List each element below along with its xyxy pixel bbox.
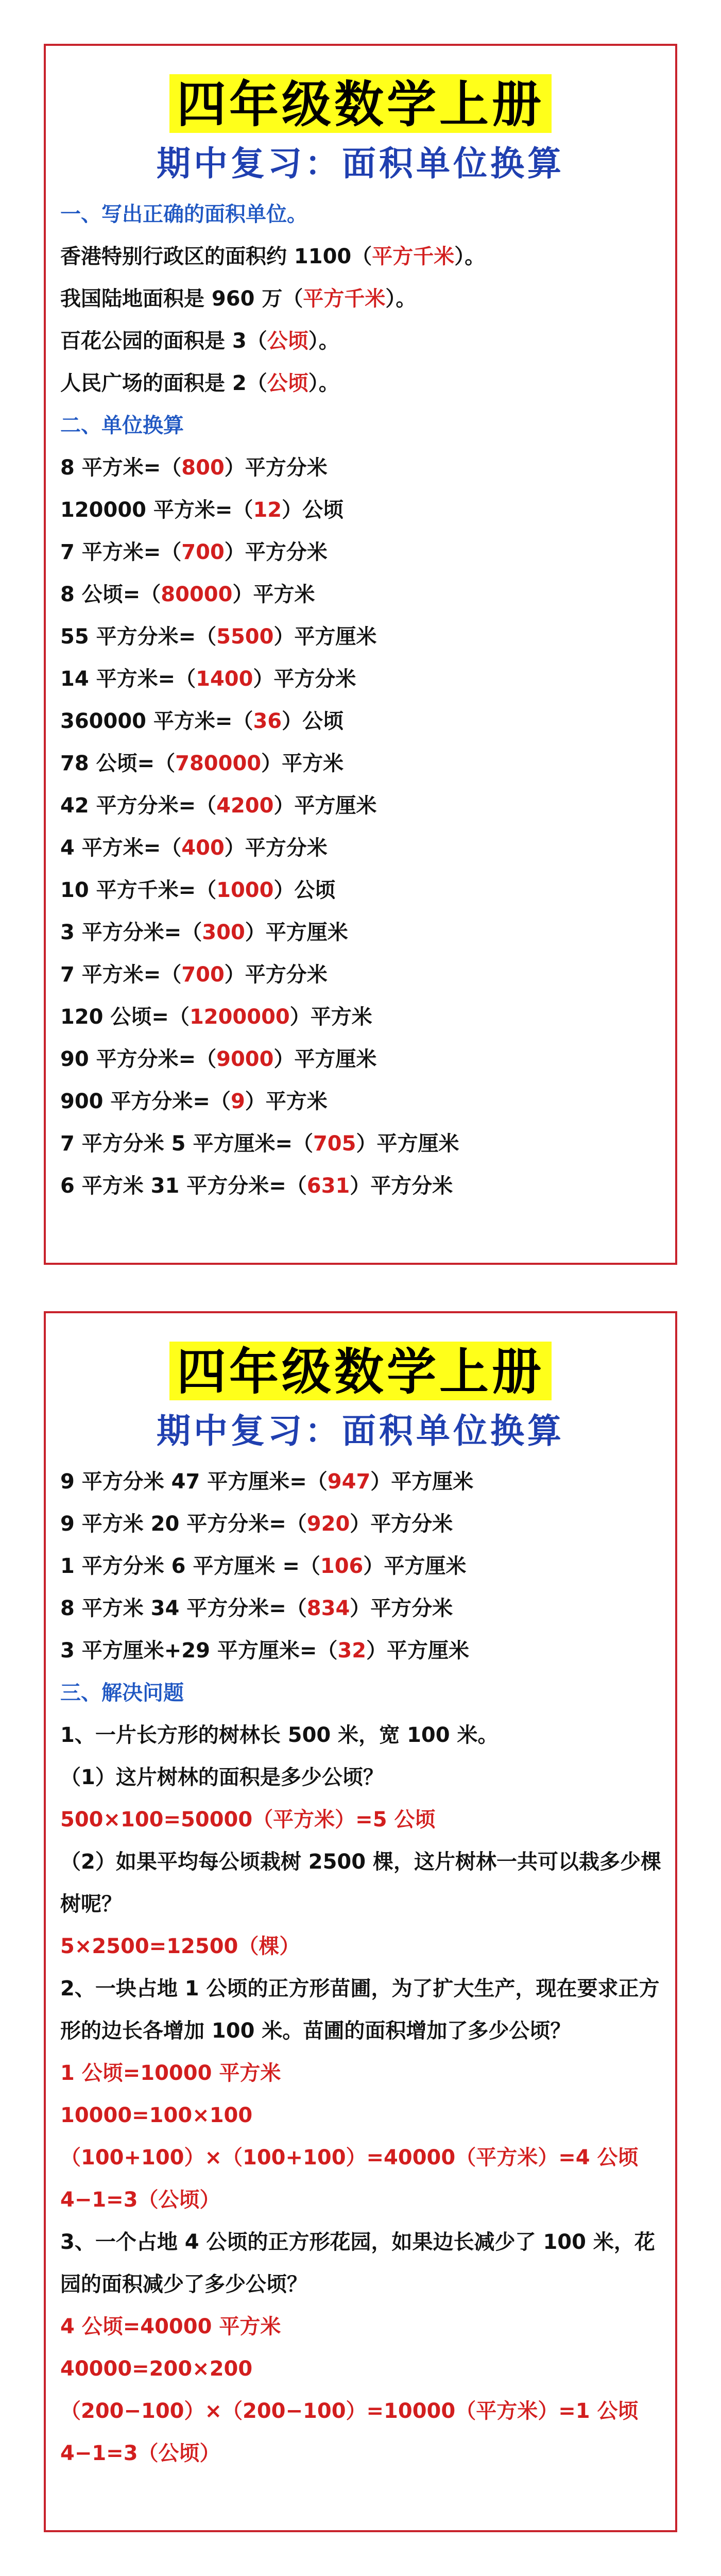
- page-content: [46, 1461, 675, 2475]
- question-text-suffix: ）平方分米: [224, 836, 328, 860]
- question-line: [60, 447, 663, 489]
- answer-value: 700: [181, 963, 225, 987]
- question-line: [60, 616, 663, 658]
- question-text-suffix: ）。: [308, 329, 339, 353]
- question-text: 6 平方米 31 平方分米=（: [60, 1174, 307, 1198]
- worksheet-page-1: [44, 44, 677, 1265]
- question-text-suffix: ）平方分米: [224, 540, 328, 565]
- question-line: [60, 1630, 663, 1672]
- question-text-suffix: ）平方厘米: [366, 1639, 470, 1663]
- question-text: 百花公园的面积是 3（: [60, 329, 267, 353]
- question-line: [60, 1080, 663, 1123]
- section-heading: 一、写出正确的面积单位。: [60, 202, 307, 227]
- question-text: 360000 平方米=（: [60, 709, 253, 734]
- question-text: （2）如果平均每公顷栽树 2500 棵，这片树林一共可以栽多少棵树呢？: [60, 1850, 662, 1917]
- answer-value: 947: [327, 1470, 371, 1494]
- question-text-suffix: ）平方米: [261, 752, 344, 776]
- answer-value: 4200: [216, 794, 274, 818]
- question-text-suffix: ）平方厘米: [273, 794, 377, 818]
- question-text: 8 平方米=（: [60, 456, 182, 480]
- answer-value: 780000: [175, 752, 262, 776]
- answer-value: 834: [306, 1597, 350, 1621]
- section-heading: 二、单位换算: [60, 414, 184, 438]
- question-text-suffix: ）平方分米: [253, 667, 356, 691]
- question-text: 55 平方分米=（: [60, 625, 217, 649]
- page-subtitle: 期中复习：面积单位换算: [157, 1411, 564, 1451]
- question-line: [60, 785, 663, 827]
- question-line: [60, 1123, 663, 1165]
- question-text: 42 平方分米=（: [60, 794, 217, 818]
- page-title: 四年级数学上册: [169, 74, 552, 133]
- question-text: 7 平方分米 5 平方厘米=（: [60, 1132, 313, 1156]
- title-wrap: [46, 1342, 675, 1400]
- question-text-suffix: ）平方分米: [350, 1512, 453, 1536]
- question-text: 120000 平方米=（: [60, 498, 253, 522]
- answer-line: （200−100）×（200−100）=10000（平方米）=1 公顷: [60, 2399, 639, 2424]
- question-line: [60, 1841, 663, 1925]
- section-heading: 三、解决问题: [60, 1681, 184, 1705]
- answer-line: 500×100=50000（平方米）=5 公顷: [60, 1808, 436, 1832]
- question-line: [60, 531, 663, 573]
- question-line: [60, 1503, 663, 1545]
- question-text: 人民广场的面积是 2（: [60, 371, 267, 396]
- answer-value: 80000: [161, 583, 233, 607]
- answer-line: 5×2500=12500（棵）: [60, 1935, 300, 1959]
- question-line: [60, 742, 663, 785]
- question-text: 9 平方分米 47 平方厘米=（: [60, 1470, 328, 1494]
- question-text: 14 平方米=（: [60, 667, 196, 691]
- question-text: 3、一个占地 4 公顷的正方形花园，如果边长减少了 100 米，花园的面积减少了多少公顷？: [60, 2230, 655, 2297]
- question-text-suffix: ）。: [454, 245, 486, 269]
- question-text: 4 平方米=（: [60, 836, 182, 860]
- question-text-suffix: ）平方米: [245, 1090, 328, 1114]
- question-text: 3 平方分米=（: [60, 921, 202, 945]
- question-text: 7 平方米=（: [60, 540, 182, 565]
- question-text-suffix: ）平方厘米: [245, 921, 348, 945]
- answer-value: 12: [253, 498, 282, 522]
- question-text: 香港特别行政区的面积约 1100（: [60, 245, 372, 269]
- question-text-suffix: ）平方厘米: [273, 1047, 377, 1072]
- answer-line: 4−1=3（公顷）: [60, 2188, 220, 2212]
- question-line: [60, 1714, 663, 1756]
- question-line: [60, 573, 663, 616]
- answer-line: 4 公顷=40000 平方米: [60, 2315, 281, 2339]
- answer-value: 平方千米: [303, 287, 386, 311]
- answer-value: 1400: [196, 667, 253, 691]
- answer-value: 631: [306, 1174, 350, 1198]
- answer-line: 10000=100×100: [60, 2104, 253, 2128]
- answer-value: 700: [181, 540, 225, 565]
- answer-value: 公顷: [267, 329, 308, 353]
- question-text: 1、一片长方形的树林长 500 米，宽 100 米。: [60, 1723, 499, 1748]
- question-text-suffix: ）公顷: [282, 498, 344, 522]
- question-line: [60, 1587, 663, 1630]
- question-text-suffix: ）平方分米: [350, 1597, 453, 1621]
- question-text: 10 平方千米=（: [60, 878, 217, 903]
- question-text: 7 平方米=（: [60, 963, 182, 987]
- answer-value: 106: [320, 1554, 364, 1579]
- question-text-suffix: ）公顷: [273, 878, 336, 903]
- question-text-suffix: ）平方分米: [350, 1174, 453, 1198]
- question-text: 9 平方米 20 平方分米=（: [60, 1512, 307, 1536]
- question-text: 8 平方米 34 平方分米=（: [60, 1597, 307, 1621]
- answer-value: 1200000: [189, 1005, 290, 1029]
- question-text-suffix: ）平方分米: [224, 456, 328, 480]
- question-text-suffix: ）。: [385, 287, 417, 311]
- question-line: [60, 1756, 663, 1799]
- question-text-suffix: ）平方厘米: [273, 625, 377, 649]
- question-text-suffix: ）平方米: [232, 583, 315, 607]
- answer-value: 9: [230, 1090, 245, 1114]
- question-text-suffix: ）平方米: [289, 1005, 372, 1029]
- answer-value: 5500: [216, 625, 274, 649]
- answer-value: 400: [181, 836, 225, 860]
- question-text: 120 公顷=（: [60, 1005, 190, 1029]
- question-line: [60, 1165, 663, 1207]
- question-line: [60, 362, 663, 404]
- page-content: [46, 193, 675, 1207]
- question-line: [60, 320, 663, 362]
- question-text: 78 公顷=（: [60, 752, 176, 776]
- question-line: [60, 1545, 663, 1587]
- answer-value: 36: [253, 709, 282, 734]
- question-line: [60, 869, 663, 911]
- answer-line: 4−1=3（公顷）: [60, 2442, 220, 2466]
- question-line: [60, 489, 663, 531]
- answer-value: 1000: [216, 878, 274, 903]
- question-line: [60, 996, 663, 1038]
- title-wrap: [46, 74, 675, 133]
- question-text: 3 平方厘米+29 平方厘米=（: [60, 1639, 338, 1663]
- question-line: [60, 1461, 663, 1503]
- question-text-suffix: ）公顷: [282, 709, 344, 734]
- answer-value: 300: [202, 921, 245, 945]
- question-text: 8 公顷=（: [60, 583, 161, 607]
- question-text: 900 平方分米=（: [60, 1090, 231, 1114]
- answer-value: 800: [181, 456, 225, 480]
- question-line: [60, 827, 663, 869]
- answer-value: 920: [306, 1512, 350, 1536]
- question-text: （1）这片树林的面积是多少公顷？: [60, 1766, 384, 1790]
- answer-value: 公顷: [267, 371, 308, 396]
- question-line: [60, 2221, 663, 2306]
- question-line: [60, 1968, 663, 2052]
- question-line: [60, 235, 663, 278]
- question-text-suffix: ）平方分米: [224, 963, 328, 987]
- answer-value: 705: [313, 1132, 356, 1156]
- answer-value: 9000: [216, 1047, 274, 1072]
- answer-value: 32: [337, 1639, 367, 1663]
- question-line: [60, 1038, 663, 1080]
- page-title: 四年级数学上册: [169, 1342, 552, 1400]
- worksheet-page-2: [44, 1311, 677, 2532]
- question-line: [60, 954, 663, 996]
- answer-line: 1 公顷=10000 平方米: [60, 2061, 281, 2086]
- question-line: [60, 658, 663, 700]
- page-subtitle: 期中复习：面积单位换算: [157, 143, 564, 184]
- question-text: 1 平方分米 6 平方厘米 =（: [60, 1554, 320, 1579]
- question-line: [60, 700, 663, 742]
- question-text-suffix: ）平方厘米: [356, 1132, 459, 1156]
- question-text: 我国陆地面积是 960 万（: [60, 287, 303, 311]
- answer-value: 平方千米: [372, 245, 455, 269]
- question-text-suffix: ）平方厘米: [370, 1470, 474, 1494]
- answer-line: （100+100）×（100+100）=40000（平方米）=4 公顷: [60, 2146, 639, 2170]
- question-text-suffix: ）平方厘米: [363, 1554, 467, 1579]
- question-text-suffix: ）。: [308, 371, 339, 396]
- answer-line: 40000=200×200: [60, 2357, 253, 2381]
- question-text: 90 平方分米=（: [60, 1047, 217, 1072]
- question-line: [60, 911, 663, 954]
- question-line: [60, 278, 663, 320]
- question-text: 2、一块占地 1 公顷的正方形苗圃，为了扩大生产，现在要求正方形的边长各增加 100 米。苗圃的面积增加了多少公顷？: [60, 1977, 660, 2043]
